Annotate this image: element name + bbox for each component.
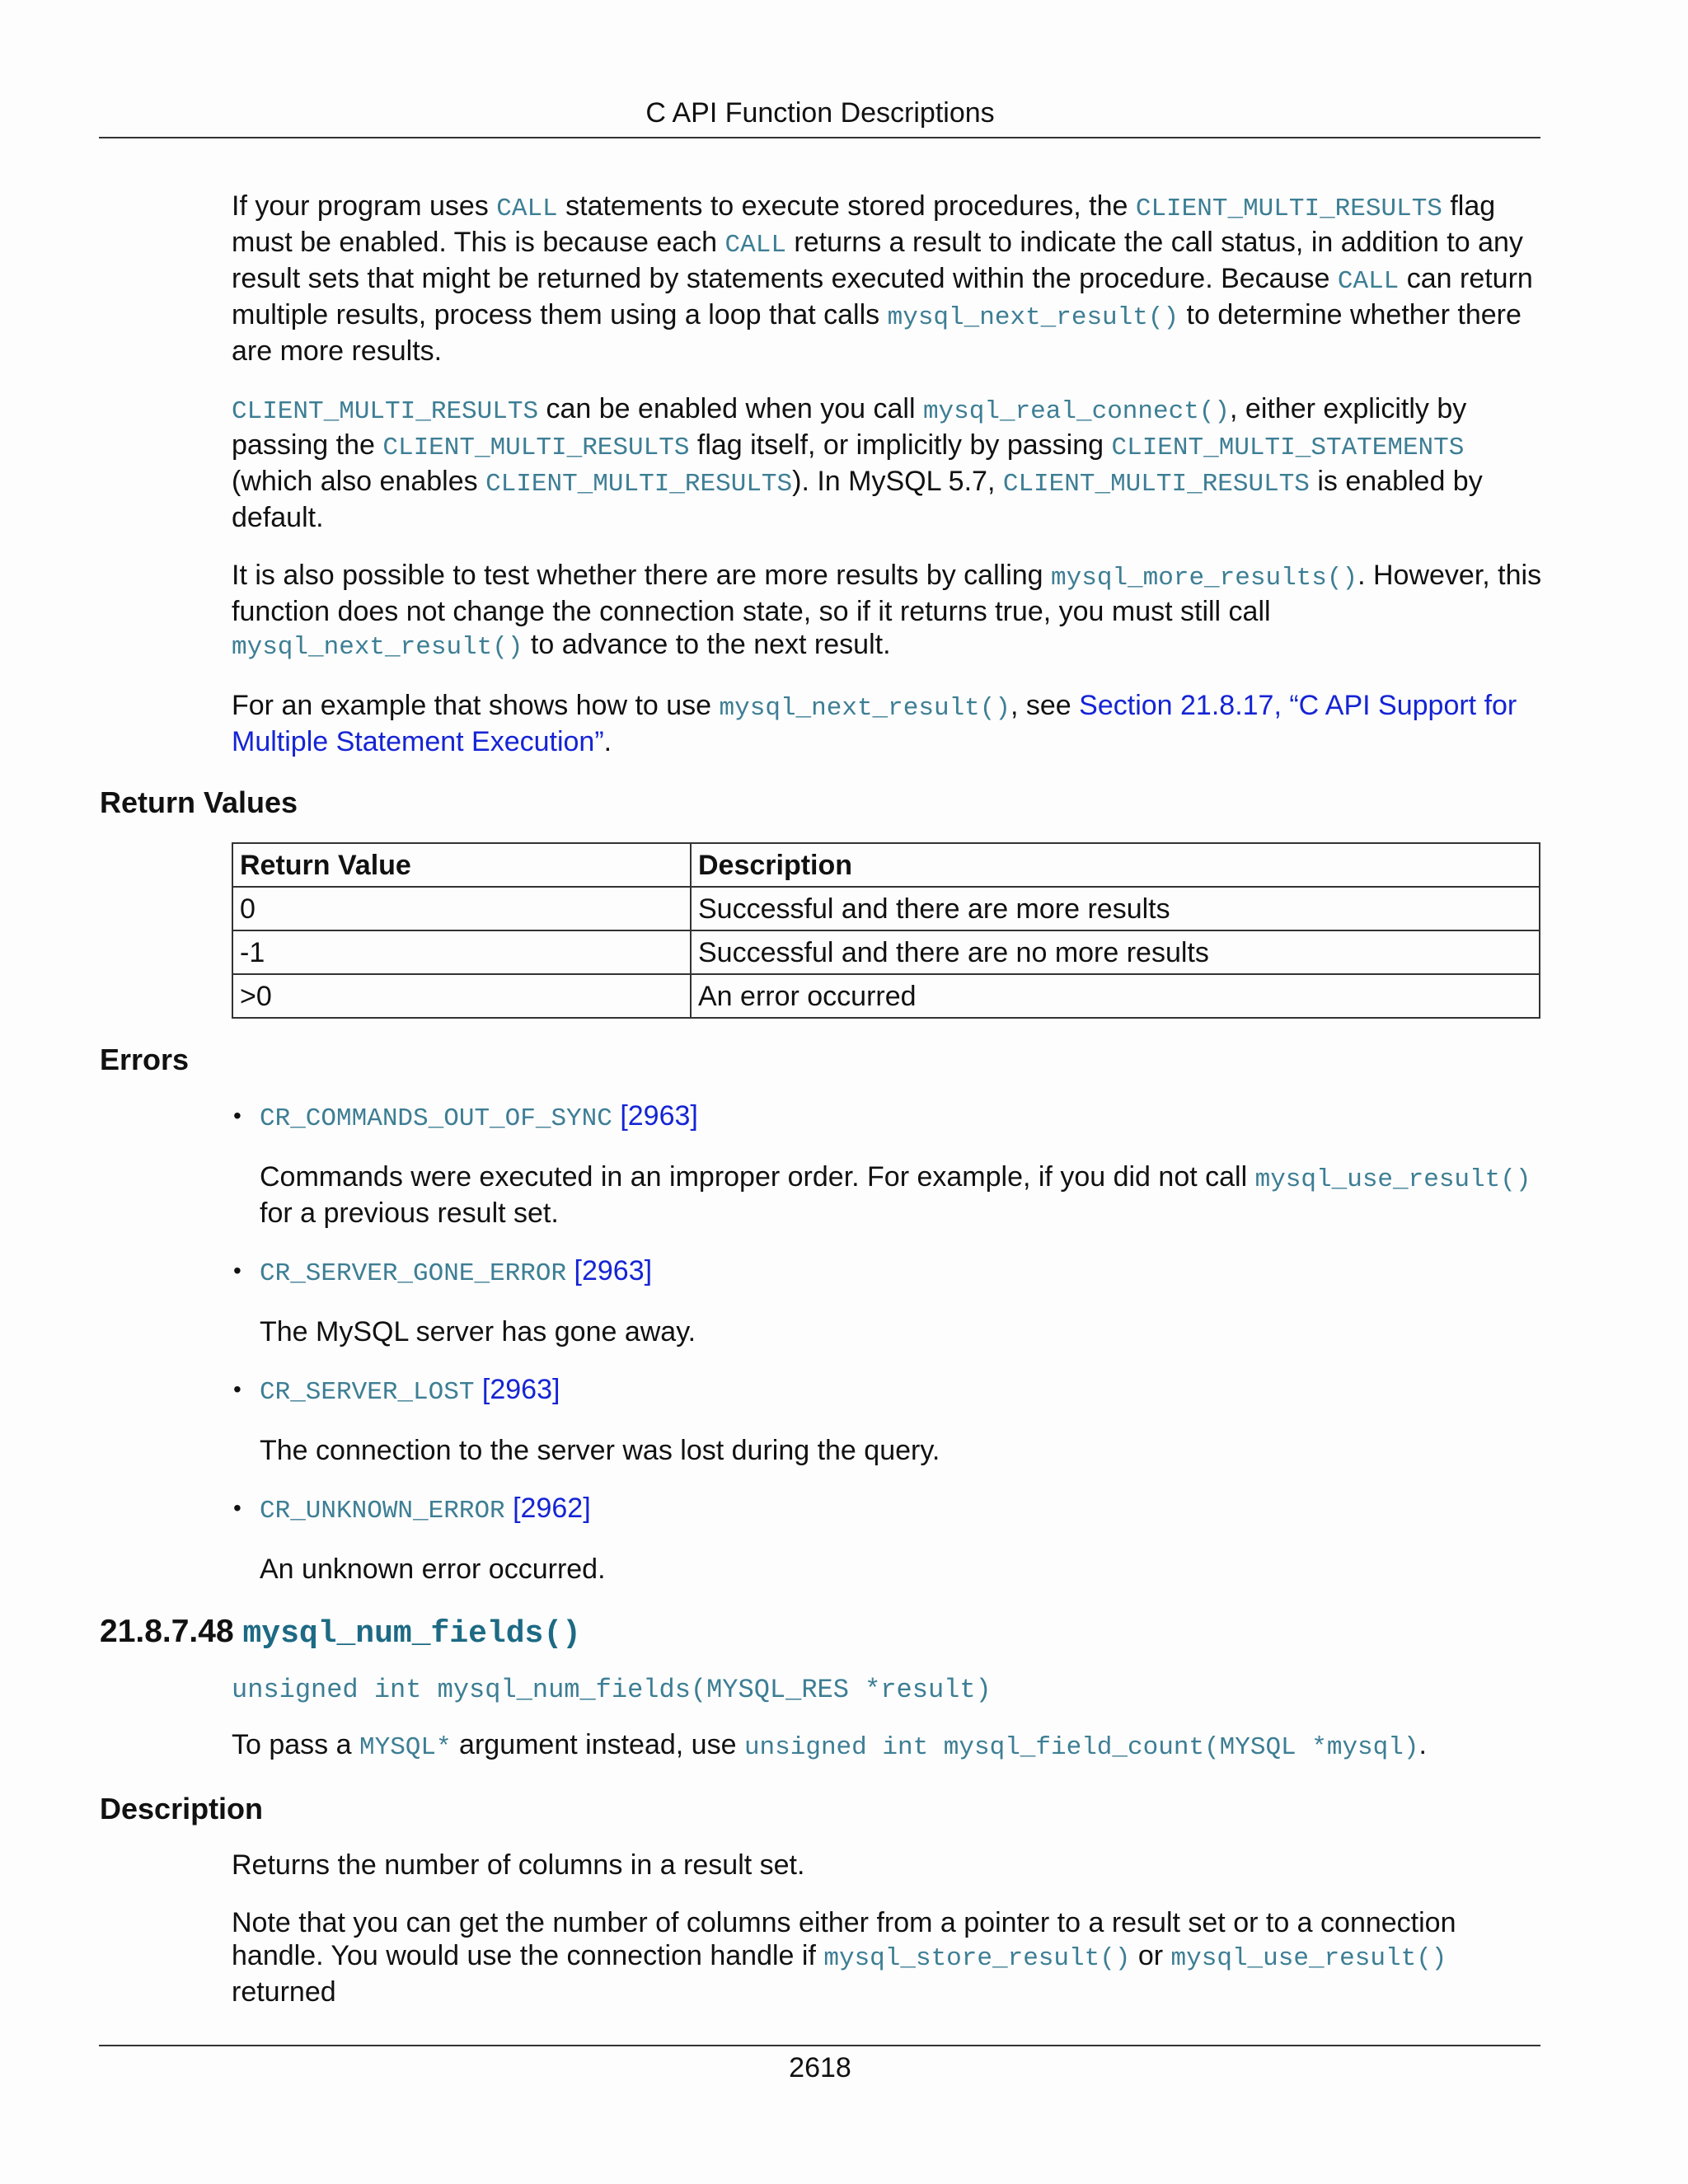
paragraph-note: Note that you can get the number of columns either from a pointer to a result set or to a connection handle. You would use the connection handle if mysql_store_result() or mysql_use_result() returned [232,1907,1456,2008]
table-row [232,887,1540,930]
error-number-link[interactable]: [2962] [513,1493,591,1524]
paragraph-description: Returns the number of columns in a result set. [232,1849,805,1881]
section-link-multiple-statement[interactable]: Section 21.8.17, “C API Support for Multiple Statement Execution” [232,690,1517,757]
error-description: Commands were executed in an improper order. For example, if you did not call mysql_use_result() for a previous result set. [260,1161,1531,1229]
page-number: 2618 [789,2052,851,2083]
description-heading: Description [100,1792,264,1825]
section-heading [100,1610,1688,1656]
error-code-link[interactable]: CR_UNKNOWN_ERROR [260,1497,505,1526]
list-item [233,1254,1545,1348]
code-client-multi-results: CLIENT_MULTI_RESULTS [382,434,690,462]
table-header-row [232,843,1540,887]
code-client-multi-results: CLIENT_MULTI_RESULTS [232,397,539,426]
code-mysql-next-result: mysql_next_result() [887,303,1179,332]
errors-heading: Errors [100,1043,190,1076]
code-mysql-use-result: mysql_use_result() [1170,1944,1447,1973]
table-cell: -1 [232,930,691,974]
code-mysql-next-result: mysql_next_result() [719,694,1010,723]
paragraph-call-statements: If your program uses CALL statements to execute stored procedures, the CLIENT_MULTI_RESULTS flag must be enabled. This is because each CALL returns a result to indicate the call status, in addition to any result sets that might be returned by statements executed within the procedure. Because CALL can return multiple results, process them using a loop that calls mysql_next_result() to determine whether there are more results. [232,190,1533,367]
code-client-multi-results: CLIENT_MULTI_RESULTS [485,470,793,499]
code-client-multi-results: CLIENT_MULTI_RESULTS [1135,194,1442,223]
return-values-heading: Return Values [100,785,298,819]
paragraph-example: For an example that shows how to use mysql_next_result(), see Section 21.8.17, “C API Support for Multiple Statement Execution”. [232,690,1517,757]
code-mysql-more-results: mysql_more_results() [1051,564,1358,593]
paragraph-more-results: It is also possible to test whether there are more results by calling mysql_more_results(). However, this function does not change the connection state, so if it returns true, you must still call mysql_next_result() to advance to the next result. [232,560,1542,662]
code-call: CALL [724,231,786,260]
bullet-icon: • [233,1258,241,1283]
code-mysql-pointer: MYSQL* [359,1733,452,1762]
header-rule [99,137,1540,138]
page-body [0,190,1688,2033]
running-header: C API Function Descriptions [645,97,995,129]
table-cell: Successful and there are more results [691,887,1540,930]
return-values-table [232,842,1540,1019]
paragraph-alternative: To pass a MYSQL* argument instead, use unsigned int mysql_field_count(MYSQL *mysql). [232,1729,1427,1762]
list-item [233,1099,1545,1230]
table-row [232,930,1540,974]
code-client-multi-statements: CLIENT_MULTI_STATEMENTS [1111,434,1465,462]
code-mysql-real-connect: mysql_real_connect() [922,397,1231,426]
code-call: CALL [1337,267,1400,296]
bullet-icon: • [233,1103,241,1128]
table-cell: Successful and there are no more results [691,930,1540,974]
column-header: Description [691,843,1540,887]
bullet-icon: • [233,1495,241,1521]
error-code-link[interactable]: CR_SERVER_LOST [260,1378,475,1407]
table-row [232,974,1540,1018]
code-mysql-next-result: mysql_next_result() [232,633,523,662]
error-description: The connection to the server was lost during the query. [260,1435,940,1466]
list-item [233,1492,1545,1586]
errors-list [0,1099,1688,1586]
table-cell: >0 [232,974,691,1018]
error-description: The MySQL server has gone away. [260,1316,696,1347]
footer-rule [99,2045,1540,2046]
error-description: An unknown error occurred. [260,1554,606,1585]
error-code-link[interactable]: CR_SERVER_GONE_ERROR [260,1259,567,1288]
code-mysql-use-result: mysql_use_result() [1254,1165,1531,1194]
table-cell: An error occurred [691,974,1540,1018]
table-cell: 0 [232,887,691,930]
column-header: Return Value [232,843,691,887]
bullet-icon: • [233,1376,241,1402]
code-mysql-store-result: mysql_store_result() [823,1944,1131,1973]
code-call: CALL [496,194,558,223]
function-synopsis: unsigned int mysql_num_fields(MYSQL_RES *result) [232,1675,992,1705]
paragraph-multi-results: CLIENT_MULTI_RESULTS can be enabled when you call mysql_real_connect(), either explicitly by passing the CLIENT_MULTI_RESULTS flag itself, or implicitly by passing CLIENT_MULTI_STATEMENTS (which also enables CLIENT_MULTI_RESULTS). In MySQL 5.7, CLIENT_MULTI_RESULTS is enabled by default. [232,393,1483,533]
code-mysql-field-count: unsigned int mysql_field_count(MYSQL *mysql) [743,1733,1419,1762]
section-function-name: mysql_num_fields() [242,1616,581,1652]
list-item [233,1373,1545,1467]
section-number: 21.8.7.48 [100,1614,243,1649]
error-number-link[interactable]: [2963] [481,1374,560,1405]
error-number-link[interactable]: [2963] [574,1255,653,1286]
error-code-link[interactable]: CR_COMMANDS_OUT_OF_SYNC [260,1104,612,1133]
code-client-multi-results: CLIENT_MULTI_RESULTS [1002,470,1310,499]
error-number-link[interactable]: [2963] [620,1100,698,1132]
